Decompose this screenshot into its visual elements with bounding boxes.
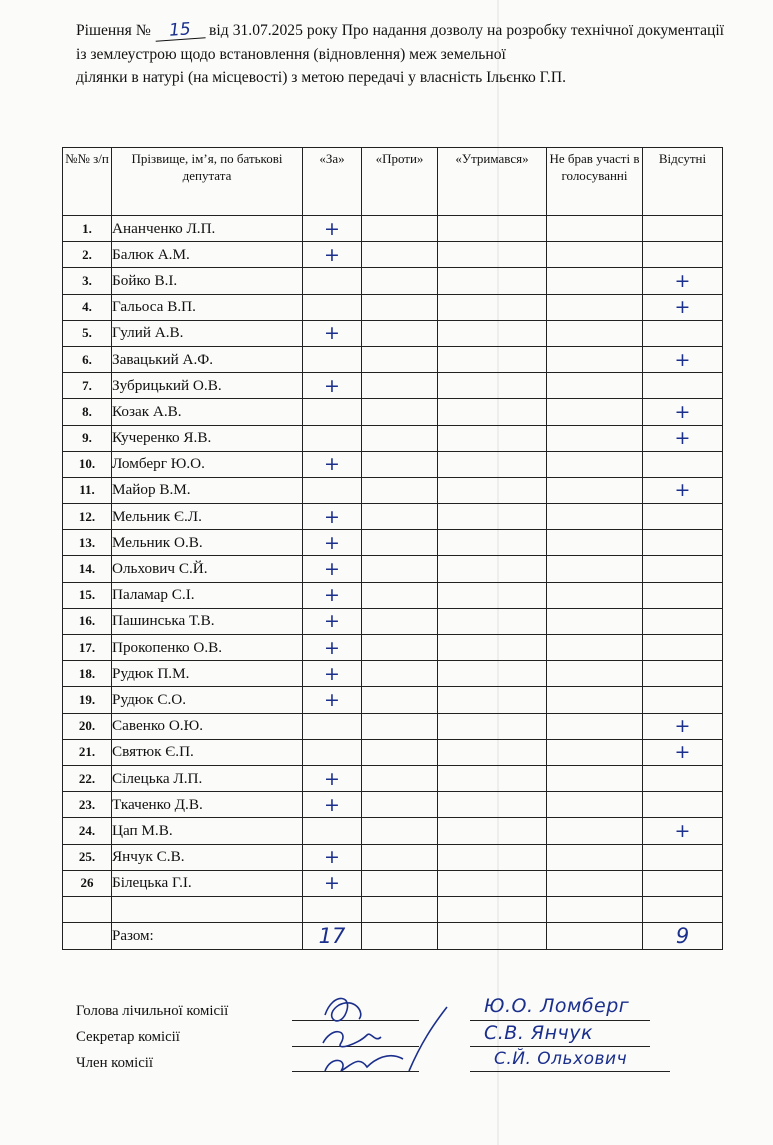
vote-for-cell xyxy=(303,713,362,739)
vote-abstained-cell xyxy=(438,896,547,922)
total-number-cell xyxy=(63,923,112,950)
vote-absent-cell xyxy=(643,870,723,896)
vote-for-cell: + xyxy=(303,635,362,661)
vote-for-cell: + xyxy=(303,582,362,608)
row-number: 24. xyxy=(63,818,112,844)
vote-for-cell xyxy=(303,425,362,451)
vote-abstained-cell xyxy=(438,687,547,713)
vote-abstained-cell xyxy=(438,792,547,818)
table-body xyxy=(63,216,723,923)
table-row xyxy=(63,504,723,530)
vote-not-voted-cell xyxy=(547,739,643,765)
vote-not-voted-cell xyxy=(547,687,643,713)
vote-for-cell: + xyxy=(303,216,362,242)
deputy-name: Паламар С.І. xyxy=(112,582,303,608)
row-number: 15. xyxy=(63,582,112,608)
voting-table xyxy=(62,147,723,950)
deputy-name: Рудюк С.О. xyxy=(112,687,303,713)
vote-for-cell xyxy=(303,294,362,320)
signature-role-secretary: Секретар комісії xyxy=(76,1029,180,1045)
row-number: 7. xyxy=(63,373,112,399)
deputy-name: Пашинська Т.В. xyxy=(112,608,303,634)
vote-not-voted-cell xyxy=(547,320,643,346)
deputy-name: Гальоса В.П. xyxy=(112,294,303,320)
vote-absent-cell xyxy=(643,844,723,870)
vote-against-cell xyxy=(362,635,438,661)
header-number: №№ з/п xyxy=(63,148,112,216)
deputy-name: Бойко В.І. xyxy=(112,268,303,294)
vote-against-cell xyxy=(362,268,438,294)
total-for: 17 xyxy=(303,923,362,950)
vote-against-cell xyxy=(362,477,438,503)
table-row xyxy=(63,399,723,425)
vote-absent-cell xyxy=(643,792,723,818)
header-against: «Проти» xyxy=(362,148,438,216)
row-number: 18. xyxy=(63,661,112,687)
vote-not-voted-cell xyxy=(547,530,643,556)
name-line-secretary xyxy=(470,1046,650,1047)
vote-not-voted-cell xyxy=(547,216,643,242)
row-number: 22. xyxy=(63,765,112,791)
vote-for-cell: + xyxy=(303,530,362,556)
row-number: 12. xyxy=(63,504,112,530)
vote-against-cell xyxy=(362,818,438,844)
vote-for-cell: + xyxy=(303,870,362,896)
total-not-voted xyxy=(547,923,643,950)
vote-abstained-cell xyxy=(438,661,547,687)
vote-against-cell xyxy=(362,216,438,242)
row-number: 20. xyxy=(63,713,112,739)
decision-heading xyxy=(76,19,724,90)
vote-for-cell xyxy=(303,399,362,425)
table-row xyxy=(63,346,723,372)
name-line-member xyxy=(470,1071,670,1072)
vote-not-voted-cell xyxy=(547,451,643,477)
vote-for-cell: + xyxy=(303,320,362,346)
vote-against-cell xyxy=(362,792,438,818)
signature-name-member: С.Й. Ольхович xyxy=(494,1049,628,1069)
table-row xyxy=(63,530,723,556)
total-absent: 9 xyxy=(643,923,723,950)
vote-against-cell xyxy=(362,346,438,372)
deputy-name: Мельник О.В. xyxy=(112,530,303,556)
total-row xyxy=(63,923,723,950)
row-number: 14. xyxy=(63,556,112,582)
table-row xyxy=(63,661,723,687)
row-number: 23. xyxy=(63,792,112,818)
deputy-name: Ломберг Ю.О. xyxy=(112,451,303,477)
vote-absent-cell: + xyxy=(643,294,723,320)
vote-against-cell xyxy=(362,713,438,739)
deputy-name: Ольхович С.Й. xyxy=(112,556,303,582)
vote-abstained-cell xyxy=(438,870,547,896)
row-number: 25. xyxy=(63,844,112,870)
deputy-name: Зубрицький О.В. xyxy=(112,373,303,399)
table-row xyxy=(63,556,723,582)
row-number: 13. xyxy=(63,530,112,556)
header-absent: Відсутні xyxy=(643,148,723,216)
vote-abstained-cell xyxy=(438,451,547,477)
vote-absent-cell xyxy=(643,530,723,556)
vote-abstained-cell xyxy=(438,294,547,320)
vote-absent-cell xyxy=(643,687,723,713)
decision-prefix: Рішення № xyxy=(76,22,151,39)
vote-for-cell: + xyxy=(303,556,362,582)
row-number: 8. xyxy=(63,399,112,425)
vote-against-cell xyxy=(362,504,438,530)
row-number: 21. xyxy=(63,739,112,765)
vote-absent-cell: + xyxy=(643,818,723,844)
row-number: 26 xyxy=(63,870,112,896)
table-row xyxy=(63,687,723,713)
deputy-name: Білецька Г.І. xyxy=(112,870,303,896)
vote-for-cell xyxy=(303,896,362,922)
vote-absent-cell xyxy=(643,608,723,634)
vote-not-voted-cell xyxy=(547,608,643,634)
vote-not-voted-cell xyxy=(547,582,643,608)
decision-line-3: ділянки в натурі (на місцевості) з метою передачі у власність Ільєнко Г.П. xyxy=(76,69,566,86)
deputy-name: Балюк А.М. xyxy=(112,242,303,268)
vote-against-cell xyxy=(362,399,438,425)
vote-abstained-cell xyxy=(438,713,547,739)
vote-against-cell xyxy=(362,765,438,791)
vote-against-cell xyxy=(362,896,438,922)
table-row xyxy=(63,216,723,242)
table-row xyxy=(63,739,723,765)
header-for: «За» xyxy=(303,148,362,216)
deputy-name: Прокопенко О.В. xyxy=(112,635,303,661)
handwritten-signatures-drawing xyxy=(305,985,455,1085)
signature-role-member: Член комісії xyxy=(76,1055,154,1071)
row-number: 9. xyxy=(63,425,112,451)
vote-against-cell xyxy=(362,844,438,870)
deputy-name: Ананченко Л.П. xyxy=(112,216,303,242)
vote-not-voted-cell xyxy=(547,268,643,294)
vote-absent-cell: + xyxy=(643,268,723,294)
vote-absent-cell xyxy=(643,216,723,242)
vote-absent-cell xyxy=(643,635,723,661)
vote-for-cell: + xyxy=(303,373,362,399)
vote-for-cell xyxy=(303,739,362,765)
row-number: 11. xyxy=(63,477,112,503)
table-row xyxy=(63,477,723,503)
decision-number: 15 xyxy=(154,19,205,41)
vote-for-cell: + xyxy=(303,661,362,687)
table-row xyxy=(63,792,723,818)
row-number: 4. xyxy=(63,294,112,320)
vote-not-voted-cell xyxy=(547,818,643,844)
vote-abstained-cell xyxy=(438,765,547,791)
vote-abstained-cell xyxy=(438,216,547,242)
table-row xyxy=(63,844,723,870)
vote-for-cell xyxy=(303,477,362,503)
vote-abstained-cell xyxy=(438,635,547,661)
vote-absent-cell: + xyxy=(643,425,723,451)
vote-against-cell xyxy=(362,739,438,765)
header-abstained: «Утримався» xyxy=(438,148,547,216)
vote-not-voted-cell xyxy=(547,896,643,922)
table-header-row xyxy=(63,148,723,216)
deputy-name: Козак А.В. xyxy=(112,399,303,425)
decision-line-2: документації із землеустрою щодо встановлення (відновлення) меж земельної xyxy=(76,22,724,63)
deputy-name: Завацький А.Ф. xyxy=(112,346,303,372)
table-row xyxy=(63,242,723,268)
vote-absent-cell xyxy=(643,556,723,582)
row-number: 2. xyxy=(63,242,112,268)
row-number: 19. xyxy=(63,687,112,713)
vote-abstained-cell xyxy=(438,844,547,870)
vote-against-cell xyxy=(362,870,438,896)
deputy-name: Савенко О.Ю. xyxy=(112,713,303,739)
vote-not-voted-cell xyxy=(547,242,643,268)
vote-for-cell: + xyxy=(303,451,362,477)
vote-against-cell xyxy=(362,294,438,320)
deputy-name: Гулий А.В. xyxy=(112,320,303,346)
table-row xyxy=(63,635,723,661)
deputy-name xyxy=(112,896,303,922)
vote-abstained-cell xyxy=(438,739,547,765)
vote-absent-cell xyxy=(643,504,723,530)
name-line-chair xyxy=(470,1020,650,1021)
deputy-name: Цап М.В. xyxy=(112,818,303,844)
vote-not-voted-cell xyxy=(547,477,643,503)
vote-absent-cell: + xyxy=(643,477,723,503)
vote-against-cell xyxy=(362,320,438,346)
deputy-name: Мельник Є.Л. xyxy=(112,504,303,530)
vote-abstained-cell xyxy=(438,320,547,346)
vote-for-cell: + xyxy=(303,608,362,634)
vote-not-voted-cell xyxy=(547,399,643,425)
header-name: Прізвище, ім’я, по батькові депутата xyxy=(112,148,303,216)
vote-abstained-cell xyxy=(438,373,547,399)
vote-absent-cell xyxy=(643,320,723,346)
vote-for-cell: + xyxy=(303,242,362,268)
vote-for-cell: + xyxy=(303,844,362,870)
table-row xyxy=(63,608,723,634)
vote-absent-cell xyxy=(643,451,723,477)
vote-not-voted-cell xyxy=(547,504,643,530)
row-number: 3. xyxy=(63,268,112,294)
vote-against-cell xyxy=(362,582,438,608)
table-row xyxy=(63,451,723,477)
table-row xyxy=(63,713,723,739)
vote-absent-cell xyxy=(643,661,723,687)
vote-for-cell xyxy=(303,346,362,372)
vote-absent-cell xyxy=(643,242,723,268)
table-row xyxy=(63,896,723,922)
vote-absent-cell xyxy=(643,373,723,399)
vote-abstained-cell xyxy=(438,530,547,556)
vote-not-voted-cell xyxy=(547,870,643,896)
vote-absent-cell xyxy=(643,896,723,922)
table-row xyxy=(63,818,723,844)
vote-not-voted-cell xyxy=(547,661,643,687)
vote-abstained-cell xyxy=(438,556,547,582)
vote-for-cell: + xyxy=(303,765,362,791)
table-row xyxy=(63,425,723,451)
vote-not-voted-cell xyxy=(547,373,643,399)
table-row xyxy=(63,582,723,608)
signature-role-chair: Голова лічильної комісії xyxy=(76,1003,229,1019)
vote-against-cell xyxy=(362,451,438,477)
row-number: 1. xyxy=(63,216,112,242)
vote-against-cell xyxy=(362,556,438,582)
vote-not-voted-cell xyxy=(547,425,643,451)
vote-for-cell: + xyxy=(303,792,362,818)
vote-absent-cell: + xyxy=(643,399,723,425)
row-number: 17. xyxy=(63,635,112,661)
vote-against-cell xyxy=(362,530,438,556)
table-row xyxy=(63,320,723,346)
decision-suffix: від 31.07.2025 року Про надання дозволу на розробку технічної xyxy=(209,22,634,39)
vote-abstained-cell xyxy=(438,582,547,608)
deputy-name: Ткаченко Д.В. xyxy=(112,792,303,818)
total-against xyxy=(362,923,438,950)
vote-abstained-cell xyxy=(438,818,547,844)
vote-abstained-cell xyxy=(438,504,547,530)
deputy-name: Майор В.М. xyxy=(112,477,303,503)
vote-for-cell xyxy=(303,268,362,294)
vote-not-voted-cell xyxy=(547,844,643,870)
table-row xyxy=(63,373,723,399)
vote-against-cell xyxy=(362,425,438,451)
total-abstained xyxy=(438,923,547,950)
vote-abstained-cell xyxy=(438,425,547,451)
vote-not-voted-cell xyxy=(547,765,643,791)
vote-not-voted-cell xyxy=(547,713,643,739)
table-row xyxy=(63,294,723,320)
table-row xyxy=(63,268,723,294)
vote-abstained-cell xyxy=(438,399,547,425)
vote-absent-cell xyxy=(643,582,723,608)
signature-name-secretary: С.В. Янчук xyxy=(484,1022,593,1044)
vote-absent-cell: + xyxy=(643,713,723,739)
vote-abstained-cell xyxy=(438,346,547,372)
row-number: 5. xyxy=(63,320,112,346)
header-not-voted: Не брав участі в голосуванні xyxy=(547,148,643,216)
vote-abstained-cell xyxy=(438,268,547,294)
signature-name-chair: Ю.О. Ломберг xyxy=(484,995,630,1017)
vote-for-cell xyxy=(303,818,362,844)
vote-for-cell: + xyxy=(303,504,362,530)
vote-abstained-cell xyxy=(438,477,547,503)
vote-absent-cell: + xyxy=(643,739,723,765)
deputy-name: Рудюк П.М. xyxy=(112,661,303,687)
vote-absent-cell: + xyxy=(643,346,723,372)
vote-against-cell xyxy=(362,608,438,634)
table-row xyxy=(63,870,723,896)
row-number: 6. xyxy=(63,346,112,372)
row-number: 16. xyxy=(63,608,112,634)
deputy-name: Кучеренко Я.В. xyxy=(112,425,303,451)
vote-not-voted-cell xyxy=(547,792,643,818)
deputy-name: Янчук С.В. xyxy=(112,844,303,870)
table-row xyxy=(63,765,723,791)
vote-not-voted-cell xyxy=(547,346,643,372)
vote-abstained-cell xyxy=(438,608,547,634)
vote-not-voted-cell xyxy=(547,556,643,582)
vote-not-voted-cell xyxy=(547,294,643,320)
vote-against-cell xyxy=(362,661,438,687)
row-number xyxy=(63,896,112,922)
vote-absent-cell xyxy=(643,765,723,791)
deputy-name: Святюк Є.П. xyxy=(112,739,303,765)
vote-not-voted-cell xyxy=(547,635,643,661)
vote-for-cell: + xyxy=(303,687,362,713)
vote-against-cell xyxy=(362,687,438,713)
deputy-name: Сілецька Л.П. xyxy=(112,765,303,791)
vote-against-cell xyxy=(362,373,438,399)
row-number: 10. xyxy=(63,451,112,477)
vote-abstained-cell xyxy=(438,242,547,268)
vote-against-cell xyxy=(362,242,438,268)
total-label: Разом: xyxy=(112,923,303,950)
